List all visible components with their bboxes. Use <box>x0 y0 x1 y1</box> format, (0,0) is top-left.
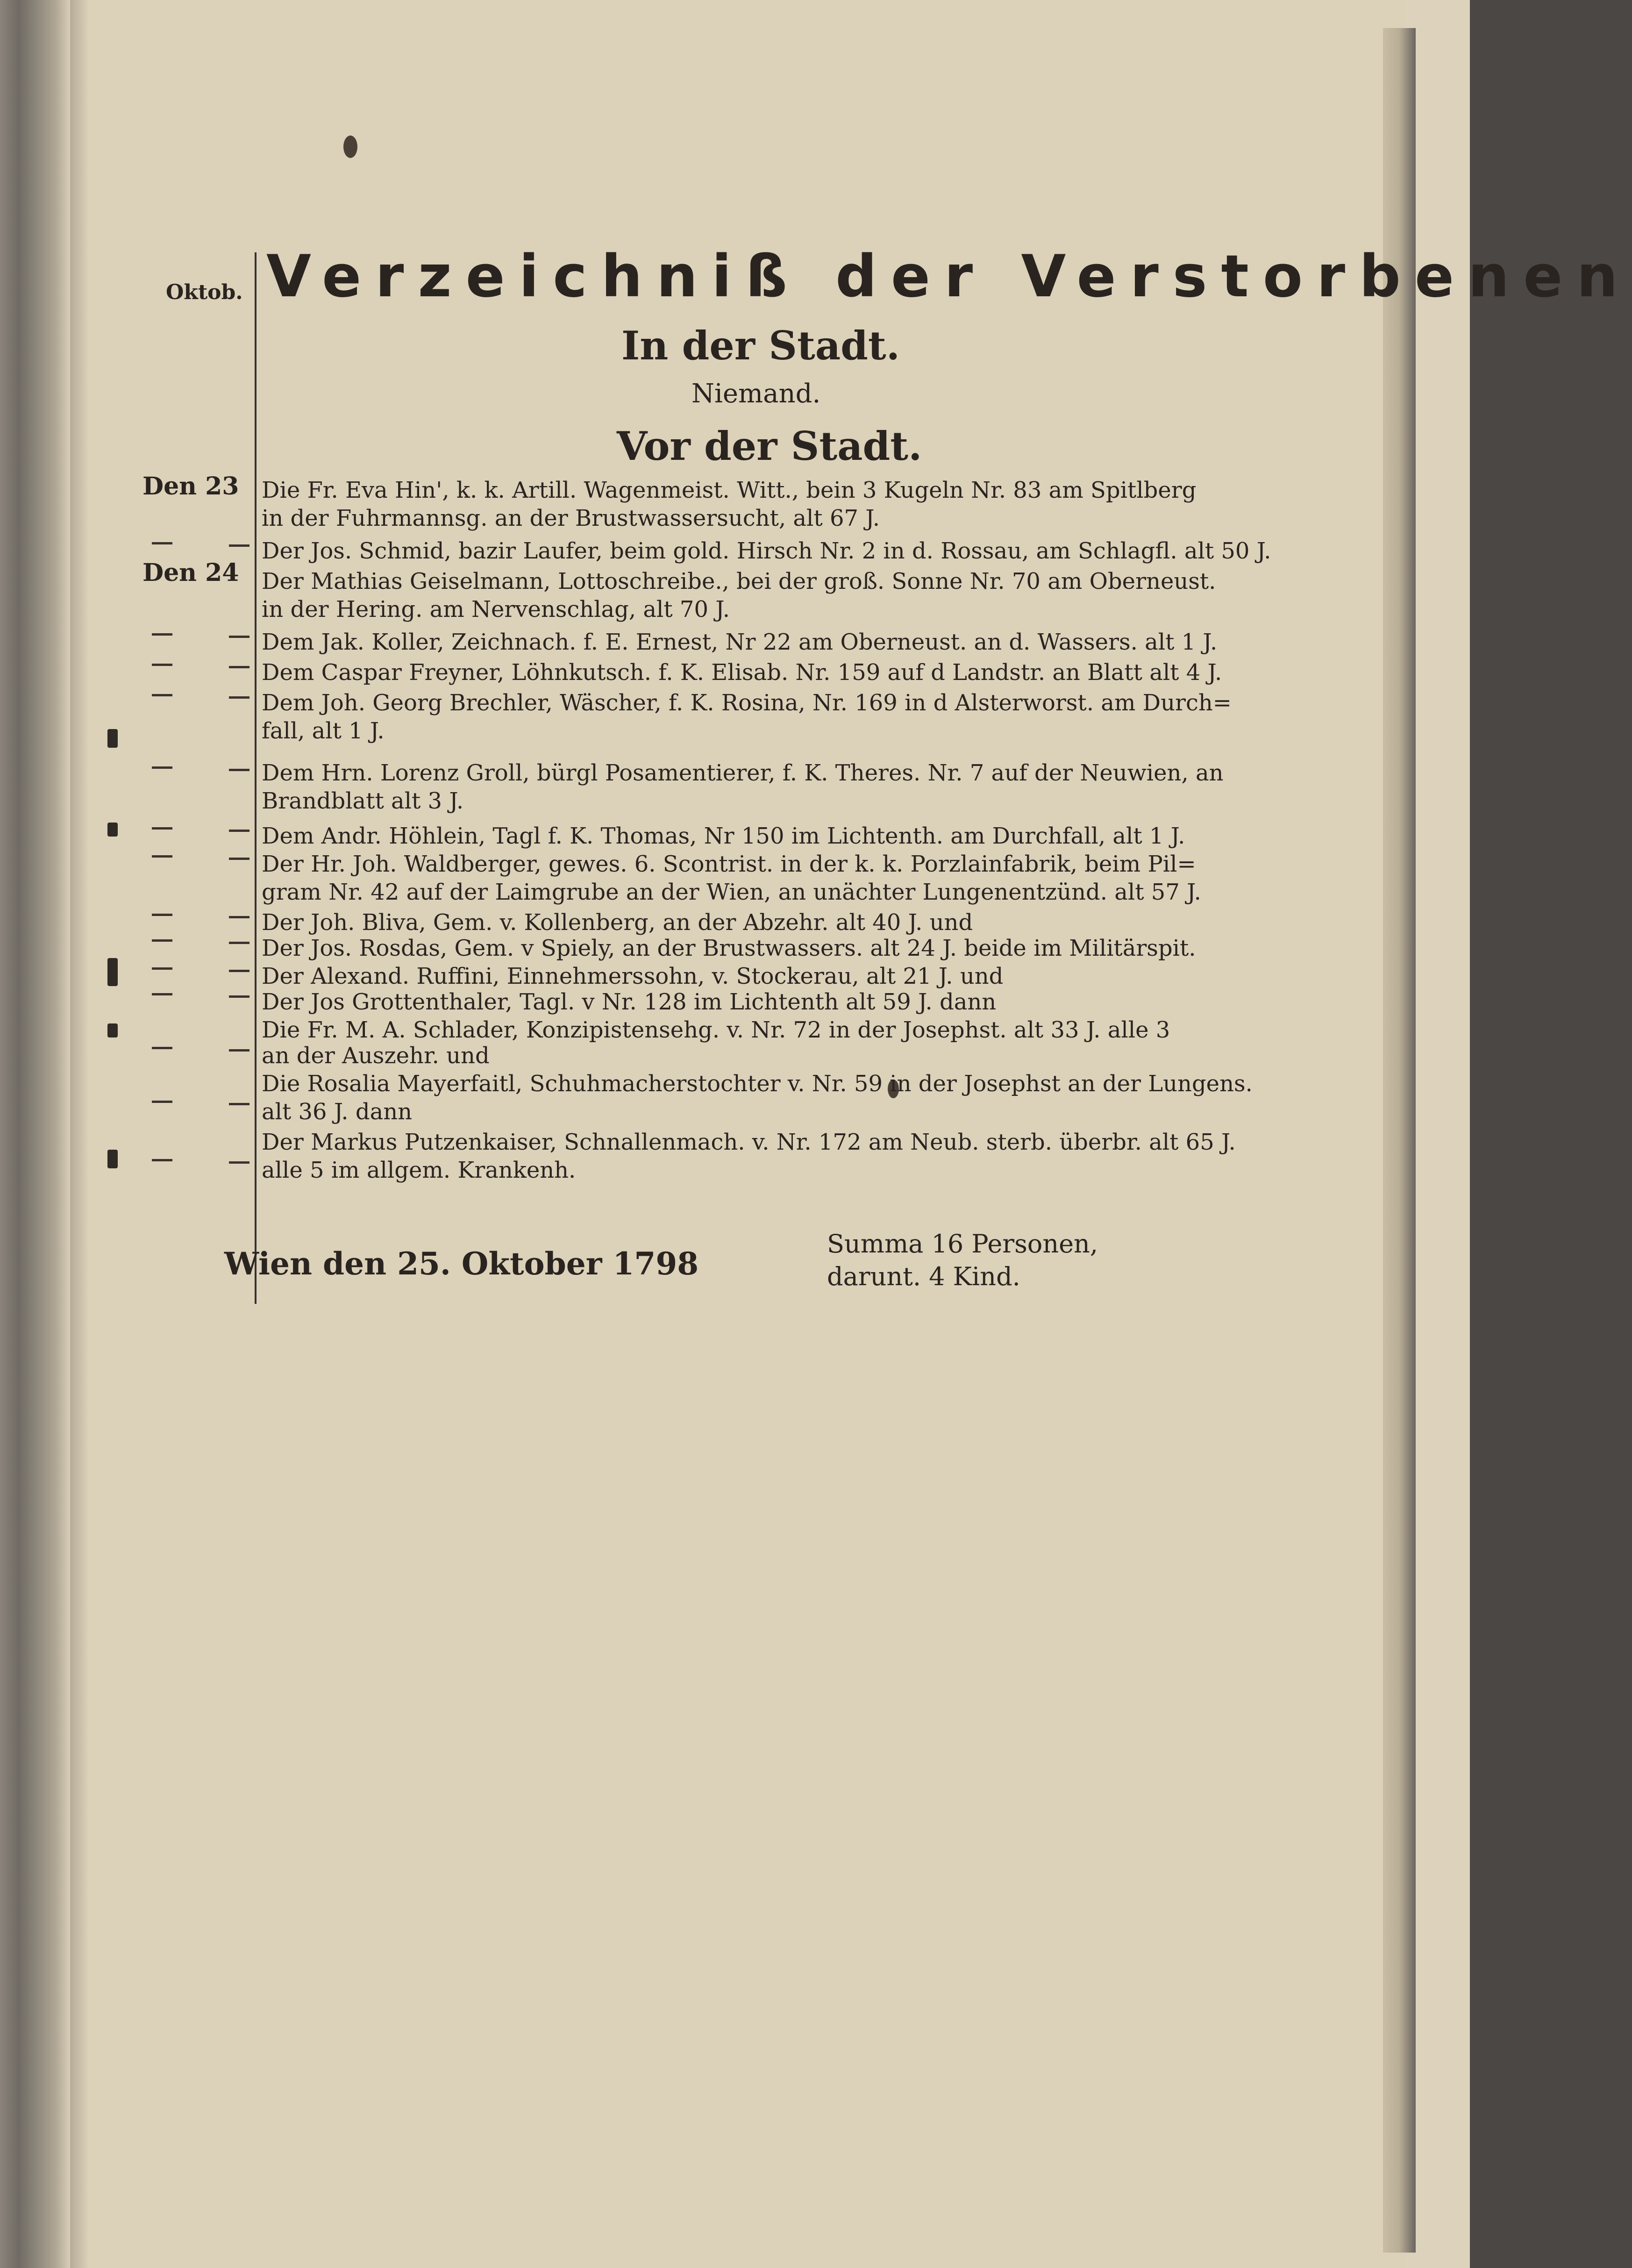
page-title: Verzeichniß der Verstorbenen <box>266 243 1632 310</box>
entry-line: alle 5 im allgem. Krankenh. <box>262 1157 576 1183</box>
ditto-mark <box>229 636 249 638</box>
ditto-mark <box>152 664 172 666</box>
ditto-mark <box>229 858 249 860</box>
month-label: Oktob. <box>166 280 243 304</box>
ditto-mark <box>229 942 249 944</box>
entry-line: Der Jos. Schmid, bazir Laufer, beim gold. Hirsch Nr. 2 in d. Rossau, am Schlagfl. alt 50 J. <box>262 538 1271 564</box>
ditto-mark <box>229 830 249 832</box>
date-label: Den 24 <box>143 558 239 587</box>
entry-line: Dem Joh. Georg Brechler, Wäscher, f. K. Rosina, Nr. 169 in d Alsterworst. am Durch= <box>262 690 1232 716</box>
date-label: Den 23 <box>143 472 239 501</box>
summary-total: Summa 16 Personen, <box>827 1229 1098 1259</box>
margin-ink-mark <box>107 1150 118 1168</box>
ditto-mark <box>152 542 172 544</box>
summary-children: darunt. 4 Kind. <box>827 1262 1020 1291</box>
ditto-mark <box>229 916 249 918</box>
ditto-mark <box>152 914 172 916</box>
entry-line: alt 36 J. dann <box>262 1099 413 1125</box>
margin-ink-mark <box>107 958 118 986</box>
ditto-mark <box>152 766 172 769</box>
margin-rule <box>255 252 257 1304</box>
ditto-mark <box>229 1161 249 1164</box>
ditto-mark <box>229 666 249 668</box>
city-note: Niemand. <box>691 379 821 409</box>
entry-line: an der Auszehr. und <box>262 1043 490 1069</box>
entry-line: Der Markus Putzenkaiser, Schnallenmach. v. Nr. 172 am Neub. sterb. überbr. alt 65 J. <box>262 1129 1236 1155</box>
entry-line: Dem Jak. Koller, Zeichnach. f. E. Ernest, Nr 22 am Oberneust. an d. Wassers. alt 1 J. <box>262 629 1218 655</box>
entry-line: Die Fr. M. A. Schlader, Konzipistensehg. v. Nr. 72 in der Josephst. alt 33 J. alle 3 <box>262 1017 1170 1043</box>
ditto-mark <box>152 827 172 830</box>
section-heading-city: In der Stadt. <box>621 322 900 369</box>
entry-line: Der Joh. Bliva, Gem. v. Kollenberg, an der Abzehr. alt 40 J. und <box>262 909 973 936</box>
margin-ink-mark <box>107 1023 118 1037</box>
entry-line: Dem Caspar Freyner, Löhnkutsch. f. K. Elisab. Nr. 159 auf d Landstr. an Blatt alt 4 J. <box>262 659 1222 686</box>
section-heading-suburb: Vor der Stadt. <box>617 423 922 469</box>
ditto-mark <box>152 633 172 636</box>
ditto-mark <box>229 1103 249 1105</box>
entry-line: Brandblatt alt 3 J. <box>262 788 464 814</box>
binding-shadow <box>70 0 89 2268</box>
entry-line: Der Jos Grottenthaler, Tagl. v Nr. 128 im Lichtenth alt 59 J. dann <box>262 989 997 1015</box>
footer-date: Wien den 25. Oktober 1798 <box>224 1245 699 1282</box>
ditto-mark <box>229 696 249 699</box>
entry-line: in der Hering. am Nervenschlag, alt 70 J. <box>262 596 730 622</box>
entry-line: in der Fuhrmannsg. an der Brustwassersucht, alt 67 J. <box>262 505 880 531</box>
ditto-mark <box>229 769 249 771</box>
ditto-mark <box>152 1047 172 1049</box>
ditto-mark <box>152 939 172 942</box>
entry-line: fall, alt 1 J. <box>262 718 385 744</box>
margin-ink-mark <box>107 823 118 837</box>
ditto-mark <box>152 694 172 696</box>
ditto-mark <box>229 1049 249 1052</box>
entry-line: Die Fr. Eva Hin', k. k. Artill. Wagenmeist. Witt., bein 3 Kugeln Nr. 83 am Spitlberg <box>262 477 1197 503</box>
ditto-mark <box>152 1101 172 1103</box>
ditto-mark <box>152 967 172 970</box>
entry-line: Der Hr. Joh. Waldberger, gewes. 6. Scontrist. in der k. k. Porzlainfabrik, beim Pil= <box>262 851 1196 877</box>
ditto-mark <box>229 970 249 972</box>
entry-line: Der Mathias Geiselmann, Lottoschreibe., bei der groß. Sonne Nr. 70 am Oberneust. <box>262 568 1216 594</box>
ink-blot <box>343 136 357 158</box>
ditto-mark <box>152 855 172 858</box>
entry-line: Der Alexand. Ruffini, Einnehmerssohn, v. Stockerau, alt 21 J. und <box>262 963 1004 989</box>
ditto-mark <box>152 1159 172 1161</box>
ditto-mark <box>152 993 172 995</box>
entry-line: Der Jos. Rosdas, Gem. v Spiely, an der Brustwassers. alt 24 J. beide im Militärspit. <box>262 935 1196 961</box>
ditto-mark <box>229 544 249 547</box>
entry-line: Dem Hrn. Lorenz Groll, bürgl Posamentierer, f. K. Theres. Nr. 7 auf der Neuwien, an <box>262 760 1224 786</box>
page-edge <box>1383 28 1416 2253</box>
margin-ink-mark <box>107 729 118 748</box>
ditto-mark <box>229 995 249 998</box>
entry-line: Dem Andr. Höhlein, Tagl f. K. Thomas, Nr 150 im Lichtenth. am Durchfall, alt 1 J. <box>262 823 1185 849</box>
entry-line: Die Rosalia Mayerfaitl, Schuhmacherstochter v. Nr. 59 in der Josephst an der Lungens. <box>262 1071 1253 1097</box>
entry-line: gram Nr. 42 auf der Laimgrube an der Wien, an unächter Lungenentzünd. alt 57 J. <box>262 879 1201 905</box>
